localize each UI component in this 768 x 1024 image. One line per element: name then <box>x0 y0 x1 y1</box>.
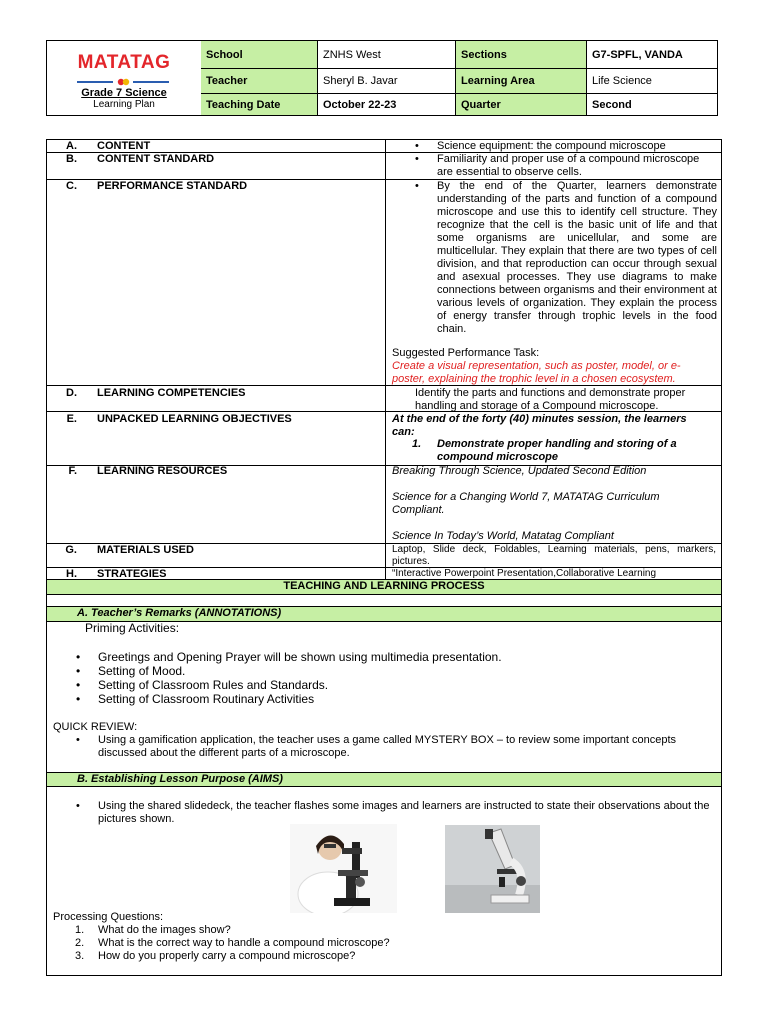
teaching-date-value: October 22-23 <box>318 94 456 115</box>
question-1: What do the images show? <box>98 924 231 936</box>
learning-plan-table: A. CONTENT • Science equipment: the compound microscope B. CONTENT STANDARD • Familiarity and proper use of a compound microscope are essential to observe cells. C. PERFORMANCE STANDARD • By the end of the Quarter, learners demonstrate understanding of the parts and function of a compound microscope and use this to identify cell structure. They recognize that the cell is the basic unit of life and that some organisms are unicellular, and some are multicellular. They explain that there are two types of cell division, and that reproduction can occur through sexual and asexual processes. They use diagrams to make connections between organisms and their environment at various levels of organization. They explain the process of energy transfer through trophic levels in the food chain. Suggested Performance Task: Create a visual representation, such as poster, model, or e-poster, explaining the trophic level in a chosen ecosystem. D. LEARNING COMPETENCIES Identify the parts and functions and demonstrate proper handling and storage of a Compound microscope. E. UNPACKED LEARNING OBJECTIVES At the end of the forty (40) minutes session, the learners can: 1. Demonstrate proper handling and storing of a compound microscope F. LEARNING RESOURCES Breaking Through Science, Updated Second Edition Science for a Changing World 7, MATATAG Curriculum Compliant. Science In Today’s World, Matatag Compliant G. MATERIALS USED Laptop, Slide deck, Foldables, Learning materials, pens, markers, pictures. H. STRATEGIES “Interactive Powerpoint Presentation,Collaborative Learning TEACHING AND LEARNING PROCESS A. Teacher’s Remarks (ANNOTATIONS) Priming Activities: • Greetings and Opening Prayer will be shown using multimedia presentation. • Setting of Mood. • Setting of Classroom Rules and Standards. • Setting of Classroom Routinary Activities QUICK REVIEW: • Using a gamification application, the teacher uses a game called MYSTERY BOX – to review some important concepts discussed about the different parts of a microscope. B. Establishing Lesson Purpose (AIMS) • Using the shared slidedeck, the teacher flashes some images and learners are instructed to state their observations about the pictures shown. Processing Questions: 1. What do the images show? 2. What is the correct way to handle a compound microscope? 3. How do you properly carry a compound microscope? <box>46 139 722 976</box>
priming-item-1: • Greetings and Opening Prayer will be shown using multimedia presentation. <box>98 650 502 664</box>
quick-review-label: QUICK REVIEW: <box>53 721 138 733</box>
objective-number: 1. <box>412 438 422 450</box>
school-label: School <box>201 41 318 69</box>
objectives-intro: At the end of the forty (40) minutes session, the learners can: <box>392 413 687 438</box>
quick-review-item: • Using a gamification application, the teacher uses a game called MYSTERY BOX – to review some important concepts discussed about the different parts of a microscope. <box>98 734 708 760</box>
priming-item-2: • Setting of Mood. <box>98 664 185 678</box>
learning-competencies-value: Identify the parts and functions and demonstrate proper handling and storage of a Compound microscope. <box>415 387 686 412</box>
subject-title: Grade 7 Science <box>81 87 167 99</box>
suggested-task-label: Suggested Performance Task: <box>392 347 540 359</box>
teacher-value: Sheryl B. Javar <box>318 69 456 94</box>
header-table <box>46 40 718 116</box>
quarter-value: Second <box>592 98 632 111</box>
performance-standard-value: • By the end of the Quarter, learners demonstrate understanding of the parts and function of a compound microscope and use this to identify cell structure. They recognize that the cell is the basic unit of life and that some organisms are unicellular, and some are multicellular. They explain that there are two types of cell division, and that reproduction can occur through sexual and asexual processes. They use diagrams to make connections between organisms and their environment at various levels of organization. They explain the process of energy transfer through trophic levels in the food chain. <box>437 180 717 336</box>
content-value: • Science equipment: the compound microscope <box>437 140 719 153</box>
suggested-task: Create a visual representation, such as poster, model, or e-poster, explaining the trophic level in a chosen ecosystem. <box>392 360 681 385</box>
teaching-date-label: Teaching Date <box>201 94 318 115</box>
question-2: What is the correct way to handle a compound microscope? <box>98 937 390 949</box>
processing-questions-label: Processing Questions: <box>53 911 164 923</box>
logo-tagline-graphic <box>69 78 179 86</box>
priming-item-4: • Setting of Classroom Routinary Activities <box>98 692 314 706</box>
question-2-number: 2. <box>75 937 85 949</box>
scientist-microscope-image <box>290 824 397 913</box>
logo-cell <box>47 41 202 115</box>
school-value: ZNHS West <box>318 41 456 69</box>
objective-1: Demonstrate proper handling and storing of a compound microscope <box>437 438 677 463</box>
sections-value: G7-SPFL, VANDA <box>587 41 717 69</box>
lesson-purpose-title: B. Establishing Lesson Purpose (AIMS) <box>47 773 721 786</box>
question-3: How do you properly carry a compound microscope? <box>98 950 356 962</box>
microscope-image <box>445 825 540 913</box>
sections-label: Sections <box>456 41 587 69</box>
priming-label: Priming Activities: <box>85 621 180 635</box>
learning-area-value: Life Science <box>587 69 717 94</box>
teaching-process-title: TEACHING AND LEARNING PROCESS <box>47 580 721 594</box>
aims-item: • Using the shared slidedeck, the teacher flashes some images and learners are instructed to state their observations about the pictures shown. <box>98 800 718 826</box>
content-standard-value: • Familiarity and proper use of a compound microscope are essential to observe cells. <box>437 153 709 179</box>
resource-3: Science In Today’s World, Matatag Compliant <box>392 530 614 542</box>
teachers-remarks-title: A. Teacher’s Remarks (ANNOTATIONS) <box>47 607 721 621</box>
question-3-number: 3. <box>75 950 85 962</box>
resource-1: Breaking Through Science, Updated Second Edition <box>392 465 647 477</box>
matatag-logo: MATATAG <box>77 52 171 73</box>
learning-area-label: Learning Area <box>456 69 587 94</box>
strategies-value: “Interactive Powerpoint Presentation,Collaborative Learning <box>392 568 657 579</box>
resource-2: Science for a Changing World 7, MATATAG Curriculum Compliant. <box>392 491 660 516</box>
question-1-number: 1. <box>75 924 85 936</box>
quarter-label: Quarter <box>456 94 587 115</box>
plan-type: Learning Plan <box>93 99 155 110</box>
priming-item-3: • Setting of Classroom Rules and Standards. <box>98 678 328 692</box>
materials-used-value: Laptop, Slide deck, Foldables, Learning materials, pens, markers, pictures. <box>392 544 716 567</box>
teacher-label: Teacher <box>201 69 318 94</box>
